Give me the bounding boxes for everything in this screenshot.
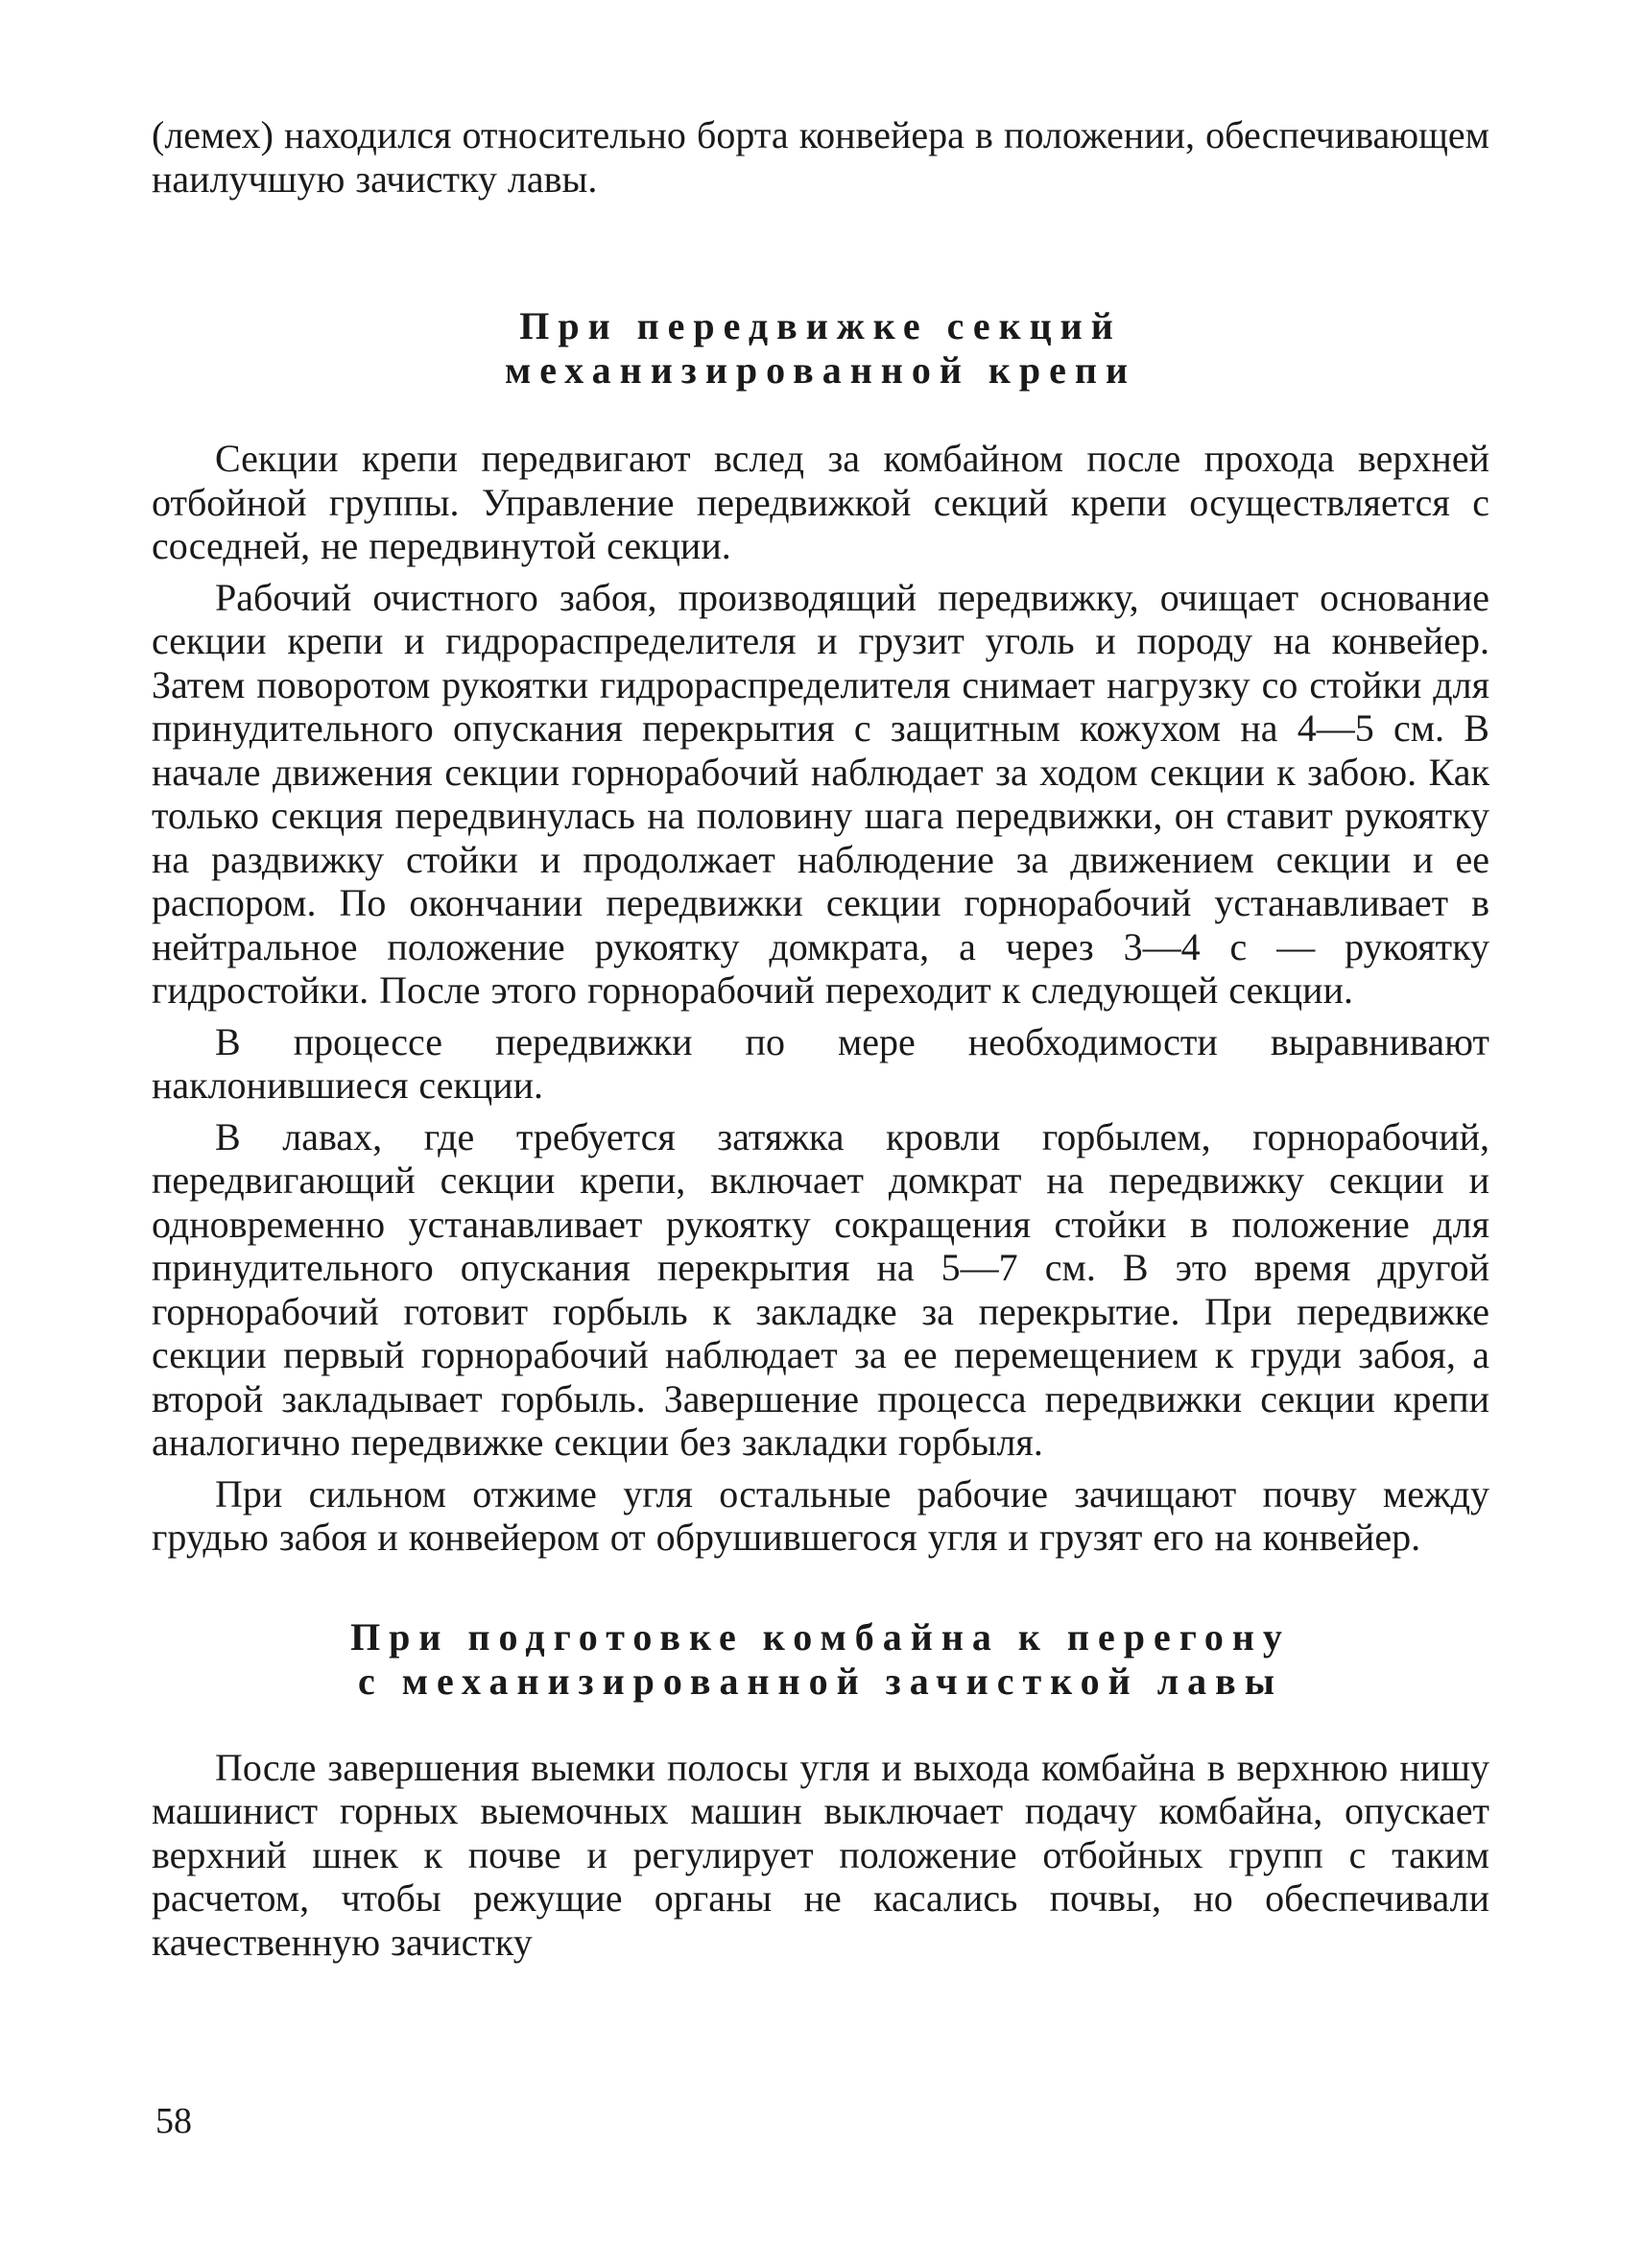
- section-heading-combine-preparation: [152, 1615, 1489, 1704]
- body-paragraph: При сильном отжиме угля остальные рабочие зачищают почву между грудью забоя и конвейером от обрушившегося угля и грузят его на конвейер.: [152, 1471, 1489, 1559]
- document-page: [152, 113, 1489, 1964]
- section-heading-line: с механизированной зачисткой лавы: [358, 1659, 1283, 1703]
- section-heading-support-advance: [152, 304, 1489, 393]
- body-paragraph: Секции крепи передвигают вслед за комбайном после прохода верхней отбойной группы. Управление передвижкой секций крепи осуществляется с соседней, не передвинутой секции.: [152, 437, 1489, 567]
- body-paragraph: После завершения выемки полосы угля и выхода комбайна в верхнюю нишу машинист горных выемочных машин выключает подачу комбайна, опускает верхний шнек к почве и регулирует положение отбойных групп с таким расчетом, чтобы режущие органы не касались почвы, но обеспечивали качественную зачистку: [152, 1745, 1489, 1964]
- continuation-paragraph: (лемех) находился относительно борта конвейера в положении, обеспечивающем наилучшую зачистку лавы.: [152, 113, 1489, 201]
- body-paragraph: Рабочий очистного забоя, производящий передвижку, очищает основание секции крепи и гидрораспределителя и грузит уголь и породу на конвейер. Затем поворотом рукоятки гидрораспределителя снимает нагрузку со стойки для принудительного опускания перекрытия с защитным кожухом на 4—5 см. В начале движения секции горнорабочий наблюдает за ходом секции к забою. Как только секция передвинулась на половину шага передвижки, он ставит рукоятку на раздвижку стойки и продолжает наблюдение за движением секции и ее распором. По окончании передвижки секции горнорабочий устанавливает в нейтральное положение рукоятку домкрата, а через 3—4 с — рукоятку гидростойки. После этого горнорабочий переходит к следующей секции.: [152, 575, 1489, 1012]
- body-paragraph: В процессе передвижки по мере необходимости выравнивают наклонившиеся секции.: [152, 1019, 1489, 1107]
- page-number: 58: [155, 2101, 192, 2141]
- body-paragraph: В лавах, где требуется затяжка кровли горбылем, горнорабочий, передвигающий секции крепи, включает домкрат на передвижку секции и одновременно устанавливает рукоятку сокращения стойки в положение для принудительного опускания перекрытия на 5—7 см. В это время другой горнорабочий готовит горбыль к закладке за перекрытие. При передвижке секции первый горнорабочий наблюдает за ее перемещением к груди забоя, а второй закладывает горбыль. Завершение процесса передвижки секции крепи аналогично передвижке секции без закладки горбыля.: [152, 1114, 1489, 1464]
- section-heading-line: При подготовке комбайна к перегону: [350, 1614, 1291, 1659]
- section-heading-line: При передвижке секций: [519, 304, 1122, 347]
- section-heading-line: механизированной крепи: [504, 348, 1137, 392]
